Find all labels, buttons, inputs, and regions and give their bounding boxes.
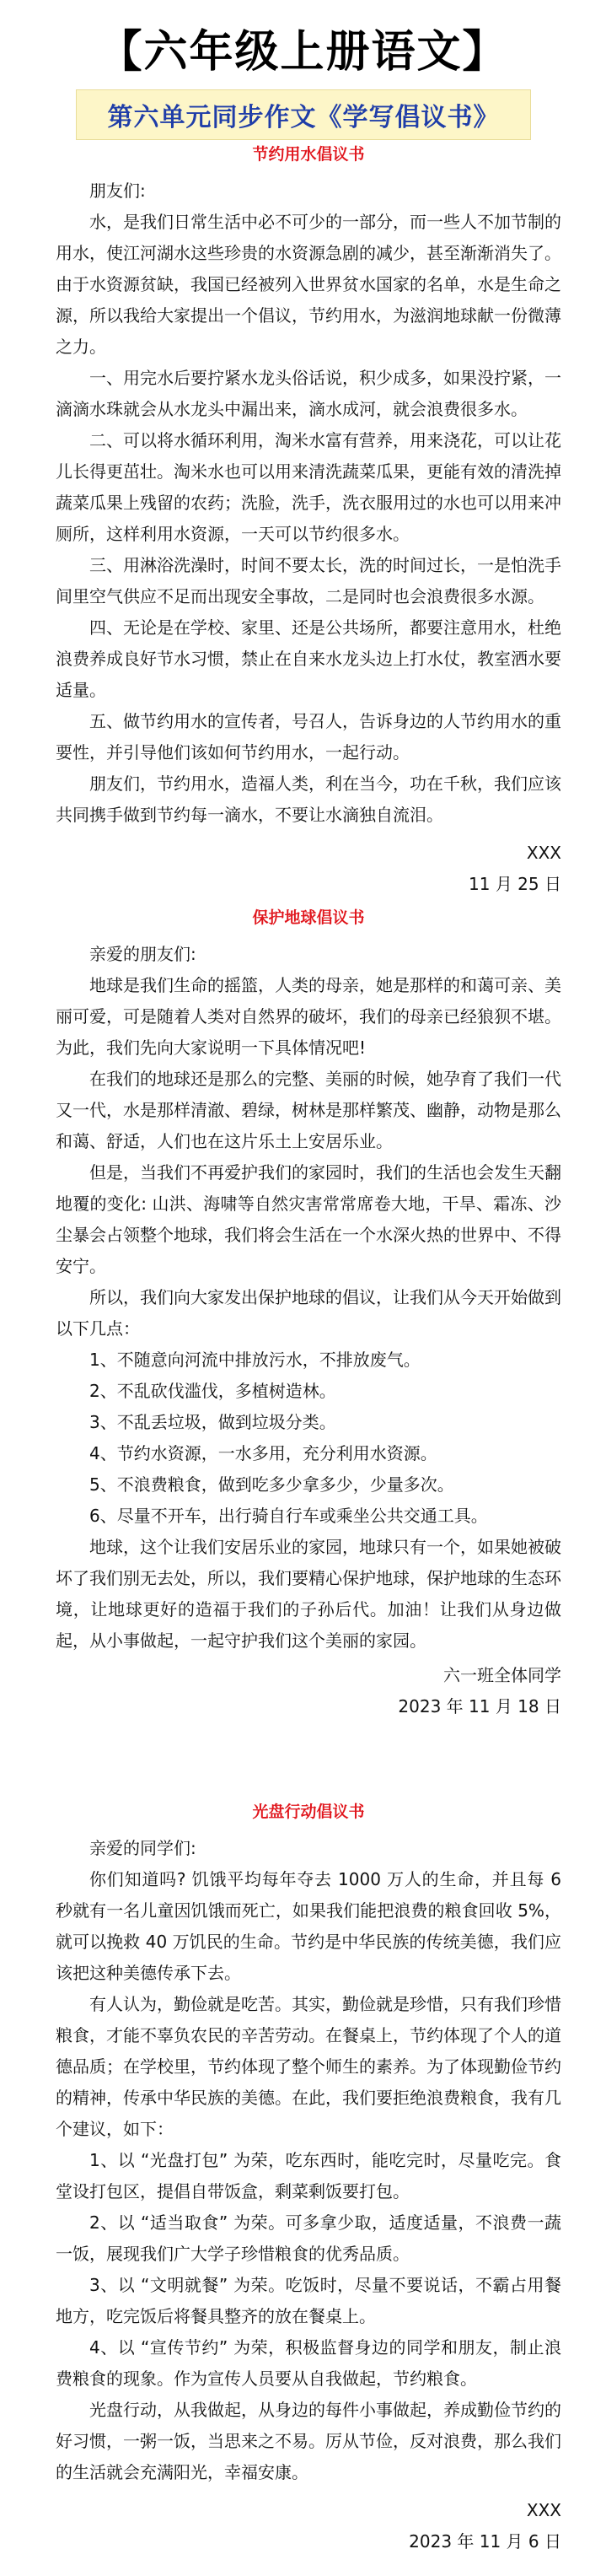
list-item: 4、以 “宣传节约” 为荣，积极监督身边的同学和朋友，制止浪费粮食的现象。作为宣传人员要从自我做起，节约粮食。 <box>56 2337 561 2389</box>
salutation: 亲爱的朋友们: <box>89 944 196 964</box>
paragraph: 地球是我们生命的摇篮，人类的母亲，她是那样的和蔼可亲、美丽可爱，可是随着人类对自然界的破坏，我们的母亲已经狼狈不堪。为此，我们先向大家说明一下具体情况吧! <box>56 975 561 1058</box>
paragraph: 有人认为，勤俭就是吃苦。其实，勤俭就是珍惜，只有我们珍惜粮食，才能不辜负农民的辛苦劳动。在餐桌上，节约体现了个人的道德品质；在学校里，节约体现了整个师生的素养。为了体现勤俭节约的精神，传承中华民族的美德。在此，我们要拒绝浪费粮食，我有几个建议，如下： <box>56 1994 561 2139</box>
paragraph: 朋友们，节约用水，造福人类，利在当今，功在千秋，我们应该共同携手做到节约每一滴水，不要让水滴独自流泪。 <box>56 773 561 825</box>
salutation: 亲爱的同学们: <box>89 1838 196 1858</box>
subtitle-banner <box>76 89 531 140</box>
list-item: 3、不乱丢垃圾，做到垃圾分类。 <box>89 1412 336 1432</box>
paragraph: 地球，这个让我们安居乐业的家园，地球只有一个，如果她被破坏了我们别无去处，所以，我们要精心保护地球，保护地球的生态环境，让地球更好的造福于我们的子孙后代。加油！让我们从身边做起，从小事做起，一起守护我们这个美丽的家园。 <box>56 1537 561 1651</box>
list-item: 4、节约水资源，一水多用，充分利用水资源。 <box>89 1443 437 1463</box>
date: 2023 年 11 月 18 日 <box>398 1696 561 1716</box>
paragraph: 四、无论是在学校、家里、还是公共场所，都要注意用水，杜绝浪费养成良好节水习惯，禁止在自来水龙头边上打水仗，教室洒水要适量。 <box>56 617 561 700</box>
list-item: 5、不浪费粮食，做到吃多少拿多少，少量多次。 <box>89 1474 454 1495</box>
paragraph: 所以，我们向大家发出保护地球的倡议，让我们从今天开始做到以下几点： <box>56 1287 561 1339</box>
paragraph: 在我们的地球还是那么的完整、美丽的时候，她孕育了我们一代又一代，水是那样清澈、碧绿，树林是那样繁茂、幽静，动物是那么和蔼、舒适，人们也在这片乐土上安居乐业。 <box>56 1069 561 1151</box>
date: 11 月 25 日 <box>469 874 561 894</box>
proposal-protect-earth <box>56 907 561 1722</box>
section-title: 保护地球倡议书 <box>252 908 365 927</box>
list-item: 1、不随意向河流中排放污水，不排放废气。 <box>89 1350 421 1370</box>
salutation: 朋友们: <box>89 181 146 201</box>
signer: XXX <box>526 2500 561 2520</box>
page-subtitle: 第六单元同步作文《学写倡议书》 <box>107 103 500 132</box>
paragraph: 二、可以将水循环利用，淘米水富有营养，用来浇花，可以让花儿长得更茁壮。淘米水也可以用来清洗蔬菜瓜果，更能有效的清洗掉蔬菜瓜果上残留的农药；洗脸，洗手，洗衣服用过的水也可以用来冲厕所，这样利用水资源，一天可以节约很多水。 <box>56 430 561 544</box>
date: 2023 年 11 月 6 日 <box>409 2531 561 2552</box>
list-item: 6、尽量不开车，出行骑自行车或乘坐公共交通工具。 <box>89 1506 488 1526</box>
section-title: 节约用水倡议书 <box>252 145 365 164</box>
signer: XXX <box>526 843 561 863</box>
list-item: 2、不乱砍伐滥伐，多植树造林。 <box>89 1381 336 1401</box>
paragraph: 五、做节约用水的宣传者，号召人，告诉身边的人节约用水的重要性，并引导他们该如何节约用水，一起行动。 <box>56 711 561 763</box>
paragraph: 一、用完水后要拧紧水龙头俗话说，积少成多，如果没拧紧，一滴滴水珠就会从水龙头中漏出来，滴水成河，就会浪费很多水。 <box>56 368 561 419</box>
signer: 六一班全体同学 <box>443 1665 561 1685</box>
list-item: 1、以 “光盘打包” 为荣，吃东西时，能吃完时，尽量吃完。食堂设打包区，提倡自带饭盒，剩菜剩饭要打包。 <box>56 2150 561 2201</box>
proposal-clean-plate <box>56 1801 561 2557</box>
list-item: 2、以 “适当取食” 为荣。可多拿少取，适度适量，不浪费一蔬一饭，展现我们广大学子珍惜粮食的优秀品质。 <box>56 2212 561 2264</box>
paragraph: 水，是我们日常生活中必不可少的一部分，而一些人不加节制的用水，使江河湖水这些珍贵的水资源急剧的减少，甚至渐渐消失了。由于水资源贫缺，我国已经被列入世界贫水国家的名单，水是生命之源，所以我给大家提出一个倡议，节约用水，为滋润地球献一份微薄之力。 <box>56 212 561 357</box>
paragraph: 但是，当我们不再爱护我们的家园时，我们的生活也会发生天翻地覆的变化: 山洪、海啸等自然灾害常常席卷大地，干旱、霜冻、沙尘暴会占领整个地球，我们将会生活在一个水深火热的世界中、不得安宁。 <box>56 1162 561 1276</box>
paragraph: 三、用淋浴洗澡时，时间不要太长，洗的时间过长，一是怕洗手间里空气供应不足而出现安全事故，二是同时也会浪费很多水源。 <box>56 555 561 606</box>
paragraph: 光盘行动，从我做起，从身边的每件小事做起，养成勤俭节约的好习惯，一粥一饭，当思来之不易。厉从节俭，反对浪费，那么我们的生活就会充满阳光，幸福安康。 <box>56 2400 561 2482</box>
proposal-water-saving <box>56 143 561 900</box>
paragraph: 你们知道吗? 饥饿平均每年夺去 1000 万人的生命，并且每 6 秒就有一名儿童因饥饿而死亡，如果我们能把浪费的粮食回收 5%，就可以挽救 40 万饥民的生命。节约是中华民族的传统美德，我们应该把这种美德传承下去。 <box>56 1869 561 1983</box>
list-item: 3、以 “文明就餐” 为荣。吃饭时，尽量不要说话，不霸占用餐地方，吃完饭后将餐具整齐的放在餐桌上。 <box>56 2275 561 2326</box>
page-title: 【六年级上册语文】 <box>98 26 508 78</box>
section-title: 光盘行动倡议书 <box>252 1803 365 1821</box>
